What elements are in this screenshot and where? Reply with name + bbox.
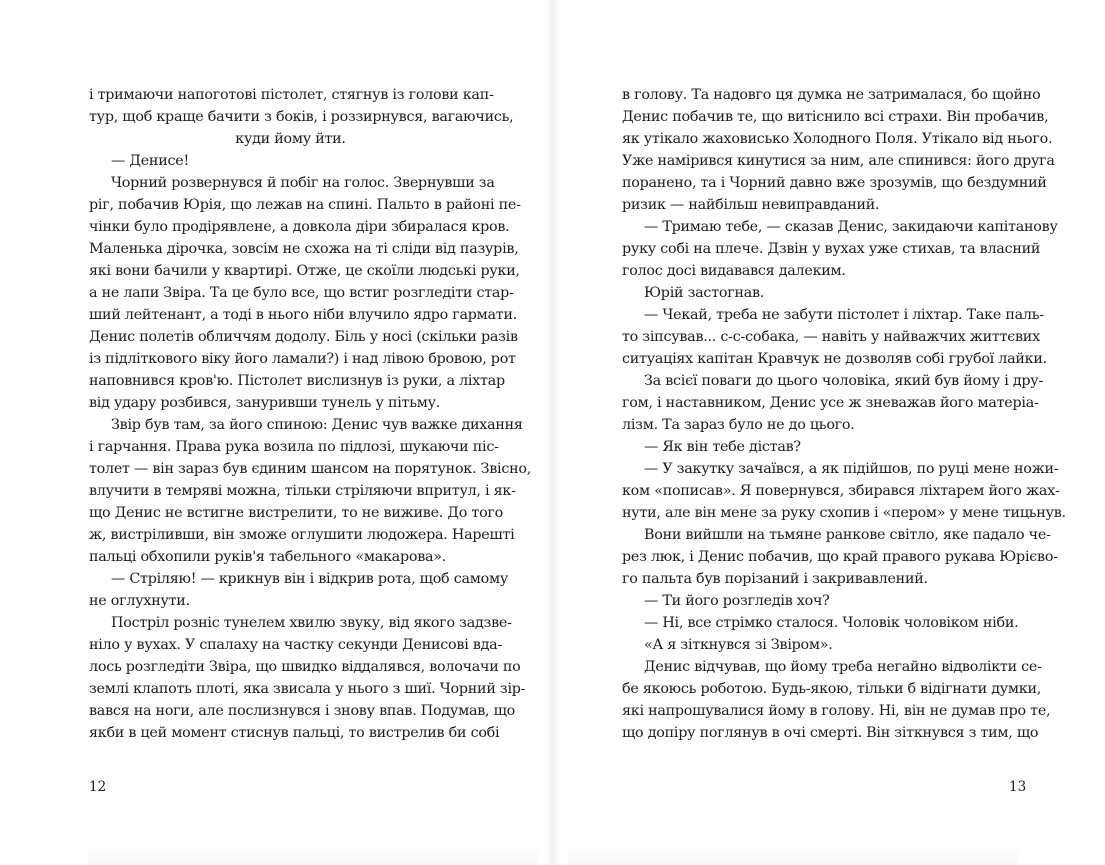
text-line: — Тримаю тебе, — сказав Денис, закидаючи капітанову <box>644 219 1058 235</box>
text-line: якби в цей момент стиснув пальці, то вистрелив би собі <box>89 725 500 741</box>
text-line: — Ти його розгледів хоч? <box>644 593 830 609</box>
text-line: чінки було продірявлене, а довкола діри збиралася кров. <box>89 219 510 235</box>
text-line: які напрошувалися йому в голову. Ні, він не думав про те, <box>622 703 1051 719</box>
left-page <box>0 0 546 865</box>
text-line: Денис відчував, що йому треба негайно відволікти се- <box>644 659 1042 675</box>
text-line: не оглухнути. <box>89 593 190 609</box>
text-line: — Денисе! <box>111 153 189 169</box>
text-line: як утікало жаховисько Холодного Поля. Утікало від нього. <box>622 131 1053 147</box>
text-line: ж, вистріливши, він зможе оглушити людожера. Нарешті <box>89 527 515 543</box>
text-line: ризик — найбільш невиправданий. <box>622 197 880 213</box>
text-line: тур, щоб краще бачити з боків, і роззирнувся, вагаючись, <box>89 109 514 125</box>
text-line: «А я зіткнувся зі Звіром». <box>644 637 833 653</box>
text-line: Постріл розніс тунелем хвилю звуку, від якого задзве- <box>111 615 512 631</box>
text-line: лось розгледіти Звіра, що швидко віддалявся, волочачи по <box>89 659 521 675</box>
left-page-text <box>89 84 532 744</box>
text-line: вався на ноги, але послизнувся і знову впав. Подумав, що <box>89 703 516 719</box>
text-line: і гарчання. Права рука возила по підлозі, шукаючи піс- <box>89 439 499 455</box>
text-line: а не лапи Звіра. Та це було все, що встиг розгледіти стар- <box>89 285 514 301</box>
text-line: Уже намірився кинутися за ним, але спинився: його друга <box>622 153 1055 169</box>
text-line: нути, але він мене за руку схопив і «пером» у мене тицьнув. <box>622 505 1066 521</box>
text-line: які вони бачили у квартирі. Отже, це скоїли людські руки, <box>89 263 520 279</box>
text-line: ніло у вухах. У спалаху на частку секунди Денисові вда- <box>89 637 503 653</box>
right-page <box>559 0 1105 865</box>
text-line: го пальта був порізаний і закривавлений. <box>622 571 928 587</box>
text-line: руку собі на плече. Дзвін у вухах уже стихав, та власний <box>622 241 1041 257</box>
text-line: Маленька дірочка, зовсім не схожа на ті сліди від пазурів, <box>89 241 519 257</box>
page-number: 13 <box>1009 779 1027 795</box>
text-line: і тримаючи напоготові пістолет, стягнув із голови кап- <box>89 87 494 103</box>
right-page-text <box>622 84 1066 744</box>
text-line: ріг, побачив Юрія, що лежав на спині. Пальто в районі пе- <box>89 197 521 213</box>
page-edge-shadow <box>568 845 1018 865</box>
text-line: голос досі видавався далеким. <box>622 263 846 279</box>
text-line: Чорний розвернувся й побіг на голос. Звернувши за <box>111 175 495 191</box>
book-gutter <box>546 0 559 865</box>
text-line: ший лейтенант, а тоді в нього ніби влучило ядро гармати. <box>89 307 518 323</box>
text-line: Юрій застогнав. <box>644 285 765 301</box>
text-line: то зіпсував... с-с-собака, — навіть у найважчих життєвих <box>622 329 1040 345</box>
text-line: — Чекай, треба не забути пістолет і ліхтар. Таке паль- <box>644 307 1044 323</box>
page-edge-shadow <box>88 845 538 865</box>
text-line: лізм. Та зараз було не до цього. <box>622 417 855 433</box>
text-line: — У закутку зачаївся, а як підійшов, по руці мене ножи- <box>644 461 1059 477</box>
text-line: Денис полетів обличчям додолу. Біль у носі (скільки разів <box>89 329 518 345</box>
text-line: що допіру поглянув в очі смерті. Він зіткнувся з тим, що <box>622 725 1039 741</box>
text-line: від удару розбився, зануривши тунель у пітьму. <box>89 395 441 411</box>
text-line: — Як він тебе дістав? <box>644 439 801 455</box>
text-line: толет — він зараз був єдиним шансом на порятунок. Звісно, <box>89 461 532 477</box>
text-line: гом, і наставником, Денис усе ж зневажав його матеріа- <box>622 395 1039 411</box>
text-line: пальці обхопили руків'я табельного «макарова». <box>89 549 447 565</box>
text-line: із підліткового віку його ламали?) і над лівою бровою, рот <box>89 351 516 367</box>
text-line: землі клапоть плоті, яка звисала у нього з шиї. Чорний зір- <box>89 681 526 697</box>
text-line: що Денис не встигне вистрелити, то не виживе. До того <box>89 505 504 521</box>
text-line: За всієї поваги до цього чоловіка, який був йому і дру- <box>644 373 1044 389</box>
text-line: рез люк, і Денис побачив, що край правого рукава Юрієво- <box>622 549 1058 565</box>
text-line: в голову. Та надовго ця думка не затрималася, бо щойно <box>622 87 1041 103</box>
page-number: 12 <box>89 779 107 795</box>
text-line: ситуаціях капітан Кравчук не дозволяв собі грубої лайки. <box>622 351 1047 367</box>
text-line: бе якоюсь роботою. Будь-якою, тільки б відігнати думки, <box>622 681 1042 697</box>
text-line: ком «пописав». Я повернувся, збирався ліхтарем його жах- <box>622 483 1060 499</box>
text-line: — Ні, все стрімко сталося. Чоловік чоловіком ніби. <box>644 615 1019 631</box>
text-line: Денис побачив те, що витіснило всі страхи. Він пробачив, <box>622 109 1049 125</box>
text-line: Вони вийшли на тьмяне ранкове світло, яке падало че- <box>644 527 1051 543</box>
text-line: влучити в темряві можна, тільки стріляючи впритул, і як- <box>89 483 516 499</box>
text-line: поранено, та і Чорний давно вже зрозумів, що бездумний <box>622 175 1047 191</box>
text-line: Звір був там, за його спиною: Денис чув важке дихання <box>111 417 523 433</box>
text-line: куди йому йти. <box>235 131 346 147</box>
text-line: наповнився кров'ю. Пістолет вислизнув із руки, а ліхтар <box>89 373 505 389</box>
text-line: — Стріляю! — крикнув він і відкрив рота, щоб самому <box>111 571 509 587</box>
